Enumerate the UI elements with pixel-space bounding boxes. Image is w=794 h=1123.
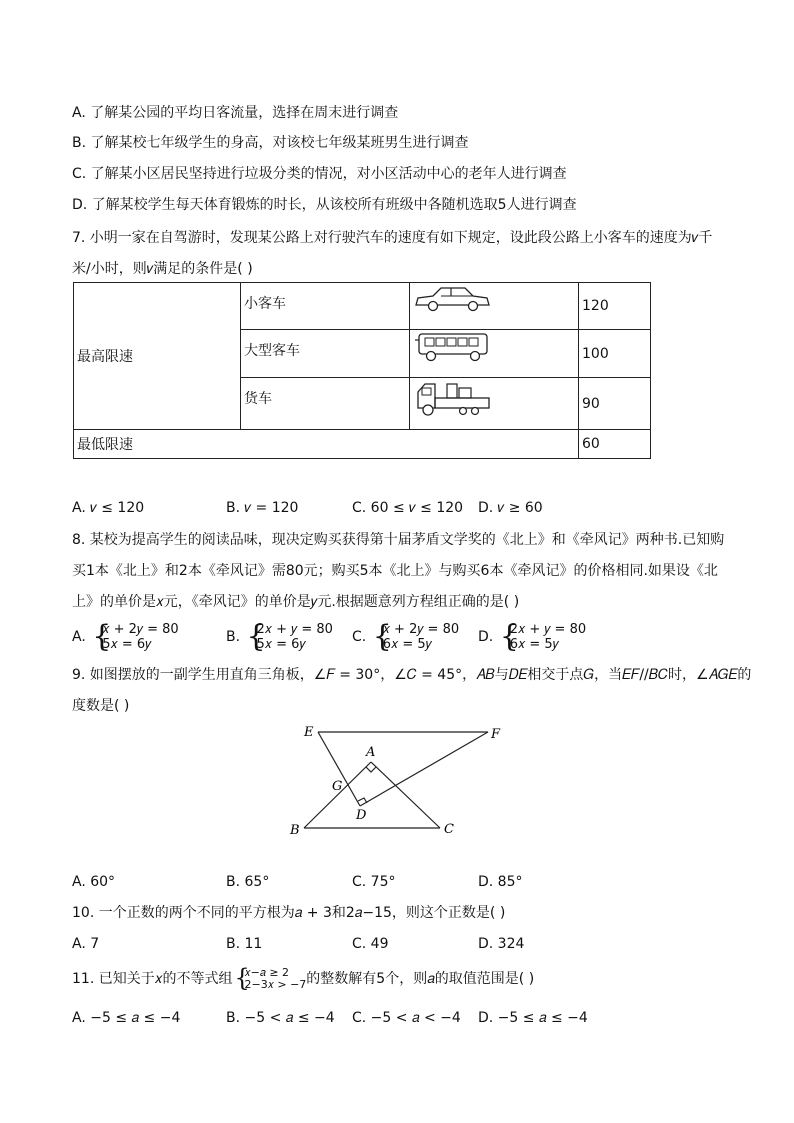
q8-stem-line3: 上》的单价是𝑥元，《牵风记》的单价是𝑦元.根据题意列方程组正确的是( ) [72, 594, 520, 610]
q7-option-c: C. 60 ≤ 𝑣 ≤ 120 [352, 500, 464, 516]
q10-option-c: C. 49 [352, 936, 389, 952]
min-limit-label: 最低限速 [74, 430, 579, 459]
bus-icon [413, 330, 495, 364]
line-ac [371, 762, 440, 828]
q9-option-b: B. 65° [226, 874, 270, 890]
q10-stem: 10. 一个正数的两个不同的平方根为𝑎 + 3和2𝑎−15，则这个正数是( ) [72, 905, 506, 921]
q9-options [72, 872, 722, 892]
q10-option-b: B. 11 [226, 936, 263, 952]
q11-stem-before: 11. 已知关于𝑥的不等式组 [72, 971, 233, 987]
limit-truck: 90 [579, 378, 651, 430]
truck-cell [410, 378, 579, 430]
q9-option-d: D. 85° [478, 874, 523, 890]
q9-option-a: A. 60° [72, 874, 116, 890]
q8-stem-line2: 买1本《北上》和2本《牵风记》需80元；购买5本《北上》与购买6本《牵风记》的价格相同.如果设《北 [72, 563, 718, 579]
car-icon [413, 283, 493, 315]
q8-option-b: B. { 2𝑥 + 𝑦 = 80 5𝑥 = 6𝑦 [226, 619, 333, 654]
limit-min: 60 [579, 430, 651, 459]
line-df [360, 732, 488, 806]
vehicle-car: 小客车 [241, 283, 410, 330]
q6-option-d: D. 了解某校学生每天体育锻炼的时长，从该校所有班级中各随机选取5人进行调查 [72, 197, 577, 213]
q11-stem [72, 964, 535, 992]
q8-option-b-eq2: 5𝑥 = 6𝑦 [256, 637, 306, 652]
q11-inequality-system: { 𝑥−𝑎 ≥ 2 2−3𝑥 > −7 [234, 964, 307, 992]
limit-car: 120 [579, 283, 651, 330]
q8-option-b-label: B. [226, 629, 241, 645]
label-a: A [366, 745, 376, 760]
q9-option-c: C. 75° [352, 874, 396, 890]
q8-options [72, 619, 722, 656]
label-d: D [356, 808, 367, 823]
label-g: G [332, 779, 343, 794]
vehicle-truck: 货车 [241, 378, 410, 430]
label-e: E [304, 725, 314, 740]
q8-option-c-eq1: 𝑥 + 2𝑦 = 80 [382, 622, 460, 637]
right-angle-a [366, 767, 376, 772]
q7-option-d: D. 𝑣 ≥ 60 [478, 500, 543, 516]
q8-option-d-eq2: 6𝑥 = 5𝑦 [509, 637, 559, 652]
q9-stem-line2: 度数是( ) [72, 698, 130, 714]
speed-limit-table [73, 282, 651, 459]
q11-ineq2: 2−3𝑥 > −7 [244, 978, 307, 991]
q6-option-a: A. 了解某公园的平均日客流量，选择在周末进行调查 [72, 105, 399, 121]
q7-option-b: B. 𝑣 = 120 [226, 500, 299, 516]
bus-cell [410, 330, 579, 378]
q11-stem-after: 的整数解有5个，则𝑎的取值范围是( ) [306, 971, 535, 987]
q7-option-a: A. 𝑣 ≤ 120 [72, 500, 145, 516]
q6-option-b: B. 了解某校七年级学生的身高，对该校七年级某班男生进行调查 [72, 135, 469, 151]
q8-option-d-eq1: 2𝑥 + 𝑦 = 80 [509, 622, 587, 637]
q11-ineq1: 𝑥−𝑎 ≥ 2 [244, 966, 290, 979]
q8-option-c-label: C. [352, 629, 367, 645]
q8-option-c-eq2: 6𝑥 = 5𝑦 [382, 637, 432, 652]
truck-icon [413, 378, 495, 418]
max-limit-label: 最高限速 [74, 283, 241, 430]
limit-bus: 100 [579, 330, 651, 378]
q7-stem-line1: 7. 小明一家在自驾游时，发现某公路上对行驶汽车的速度有如下规定，设此段公路上小客车的速度为𝑣千 [72, 230, 713, 246]
q8-option-d-label: D. [478, 629, 494, 645]
q11-option-a: A. −5 ≤ 𝑎 ≤ −4 [72, 1010, 181, 1026]
q10-option-a: A. 7 [72, 936, 100, 952]
q8-stem-line1: 8. 某校为提高学生的阅读品味，现决定购买获得第十届茅盾文学奖的《北上》和《牵风记》两种书.已知购 [72, 532, 725, 548]
label-c: C [444, 822, 454, 837]
q10-option-d: D. 324 [478, 936, 525, 952]
q8-option-a: A. { 𝑥 + 2𝑦 = 80 5𝑥 = 6𝑦 [72, 619, 179, 654]
q11-option-c: C. −5 < 𝑎 < −4 [352, 1010, 461, 1026]
q8-option-b-eq1: 2𝑥 + 𝑦 = 80 [256, 622, 333, 637]
q9-stem-line1: 9. 如图摆放的一副学生用直角三角板，∠𝐹 = 30°，∠𝐶 = 45°，𝐴𝐵与𝐷𝐸相交于点𝐺，当𝐸𝐹//𝐵𝐶时，∠𝐴𝐺𝐸的 [72, 667, 752, 683]
q8-option-a-eq1: 𝑥 + 2𝑦 = 80 [102, 622, 179, 637]
car-cell [410, 283, 579, 330]
line-ed [318, 732, 360, 806]
q8-option-c: C. { 𝑥 + 2𝑦 = 80 6𝑥 = 5𝑦 [352, 619, 460, 654]
q7-stem-line2: 米/小时，则𝑣满足的条件是( ) [72, 261, 253, 277]
triangle-figure [280, 720, 520, 840]
q11-option-d: D. −5 ≤ 𝑎 ≤ −4 [478, 1010, 588, 1026]
q6-option-c: C. 了解某小区居民坚持进行垃圾分类的情况，对小区活动中心的老年人进行调查 [72, 166, 567, 182]
q10-options [72, 934, 722, 954]
label-b: B [290, 823, 300, 838]
q11-option-b: B. −5 < 𝑎 ≤ −4 [226, 1010, 335, 1026]
q8-option-a-eq2: 5𝑥 = 6𝑦 [102, 637, 152, 652]
vehicle-bus: 大型客车 [241, 330, 410, 378]
q8-option-a-label: A. [72, 629, 86, 645]
q7-options [72, 498, 722, 518]
q8-option-d: D. { 2𝑥 + 𝑦 = 80 6𝑥 = 5𝑦 [478, 619, 587, 654]
label-f: F [491, 727, 501, 742]
q11-options [72, 1008, 722, 1028]
